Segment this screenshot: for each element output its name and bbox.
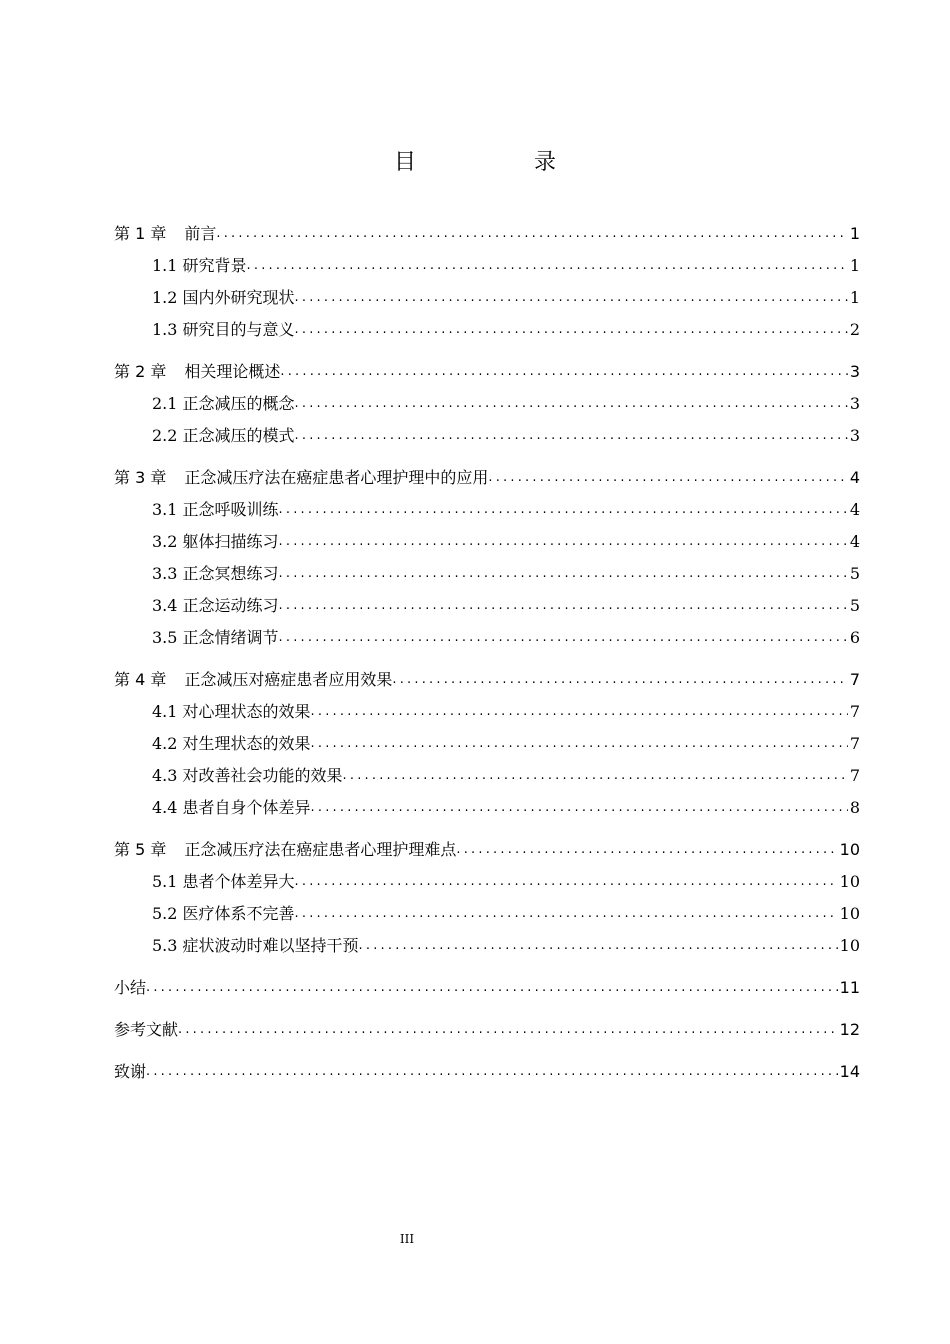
dot-leader bbox=[295, 904, 838, 926]
chapter-number: 第 4 章 bbox=[114, 670, 167, 689]
toc-entry-label bbox=[152, 936, 359, 958]
toc-section-entry[interactable] bbox=[114, 926, 860, 958]
toc-section-entry[interactable] bbox=[114, 586, 860, 618]
toc-page-number: 12 bbox=[839, 1020, 860, 1039]
toc-entry-label bbox=[114, 670, 392, 692]
toc-entry-title: 4.1 对心理状态的效果 bbox=[152, 702, 311, 721]
toc-entry-title: 3.4 正念运动练习 bbox=[152, 596, 279, 615]
toc-entry-label bbox=[152, 564, 279, 586]
toc-entry-title: 2.1 正念减压的概念 bbox=[152, 394, 295, 413]
dot-leader bbox=[311, 798, 848, 820]
page-number-footer: III bbox=[399, 1232, 415, 1246]
dot-leader bbox=[295, 320, 848, 342]
toc-entry-title: 3.3 正念冥想练习 bbox=[152, 564, 279, 583]
toc-section-entry[interactable] bbox=[114, 894, 860, 926]
toc-section-entry[interactable] bbox=[114, 554, 860, 586]
toc-entry-label bbox=[152, 320, 295, 342]
toc-page-number: 11 bbox=[839, 978, 860, 997]
toc-page-number: 14 bbox=[839, 1062, 860, 1081]
page-title: 目 录 bbox=[393, 150, 604, 175]
toc-entry-title: 1.2 国内外研究现状 bbox=[152, 288, 295, 307]
dot-leader bbox=[216, 224, 847, 246]
toc-page-number: 5 bbox=[849, 564, 860, 583]
toc-page-number: 1 bbox=[849, 256, 860, 275]
toc-entry-label bbox=[114, 840, 456, 862]
toc-page-number: 3 bbox=[849, 426, 860, 445]
toc-entry-label bbox=[114, 1020, 178, 1042]
toc-section-entry[interactable] bbox=[114, 490, 860, 522]
dot-leader bbox=[392, 670, 847, 692]
toc-page-number: 8 bbox=[849, 798, 860, 817]
toc-page-number: 7 bbox=[849, 670, 860, 689]
toc-page-number: 5 bbox=[849, 596, 860, 615]
toc-entry-title: 3.2 躯体扫描练习 bbox=[152, 532, 279, 551]
dot-leader bbox=[247, 256, 848, 278]
toc-entry-label bbox=[152, 394, 295, 416]
toc-entry-label bbox=[114, 1062, 146, 1084]
toc-entry-title: 1.1 研究背景 bbox=[152, 256, 247, 275]
dot-leader bbox=[295, 872, 838, 894]
toc-page-number: 10 bbox=[839, 936, 860, 955]
toc-entry-title: 4.4 患者自身个体差异 bbox=[152, 798, 311, 817]
toc-entry-title: 4.3 对改善社会功能的效果 bbox=[152, 766, 343, 785]
chapter-number: 第 5 章 bbox=[114, 840, 167, 859]
toc-entry-label bbox=[114, 468, 488, 490]
toc-entry-title: 5.3 症状波动时难以坚持干预 bbox=[152, 936, 359, 955]
toc-section-entry[interactable] bbox=[114, 522, 860, 554]
dot-leader bbox=[279, 532, 848, 554]
toc-chapter-entry[interactable] bbox=[114, 214, 860, 246]
dot-leader bbox=[456, 840, 837, 862]
toc-entry-title: 相关理论概述 bbox=[184, 362, 281, 381]
dot-leader bbox=[279, 564, 848, 586]
toc-entry-title: 5.2 医疗体系不完善 bbox=[152, 904, 295, 923]
dot-leader bbox=[488, 468, 847, 490]
toc-page-number: 2 bbox=[849, 320, 860, 339]
toc-entry-label bbox=[152, 766, 343, 788]
toc-section-entry[interactable] bbox=[114, 618, 860, 650]
toc-entry-label bbox=[152, 596, 279, 618]
toc-entry-label bbox=[114, 362, 280, 384]
toc-section-entry[interactable] bbox=[114, 788, 860, 820]
toc-chapter-entry[interactable] bbox=[114, 1052, 860, 1084]
toc-entry-label bbox=[152, 288, 295, 310]
toc-entry-title: 2.2 正念减压的模式 bbox=[152, 426, 295, 445]
toc-entry-title: 正念减压疗法在癌症患者心理护理中的应用 bbox=[184, 468, 489, 487]
toc-entry-label bbox=[152, 500, 279, 522]
dot-leader bbox=[295, 288, 848, 310]
toc-section-entry[interactable] bbox=[114, 246, 860, 278]
toc-page-number: 10 bbox=[839, 840, 860, 859]
toc-chapter-entry[interactable] bbox=[114, 660, 860, 692]
toc-entry-title: 正念减压对癌症患者应用效果 bbox=[184, 670, 393, 689]
toc-entry-title: 小结 bbox=[114, 978, 147, 997]
toc-entry-label bbox=[152, 904, 295, 926]
toc-entry-label bbox=[152, 872, 295, 894]
toc-entry-title: 1.3 研究目的与意义 bbox=[152, 320, 295, 339]
toc-entry-label bbox=[152, 532, 279, 554]
dot-leader bbox=[280, 362, 847, 384]
toc-entry-label bbox=[152, 702, 311, 724]
toc-chapter-entry[interactable] bbox=[114, 830, 860, 862]
toc-section-entry[interactable] bbox=[114, 724, 860, 756]
toc-page-number: 7 bbox=[849, 766, 860, 785]
toc-section-entry[interactable] bbox=[114, 862, 860, 894]
toc-entry-label bbox=[114, 224, 216, 246]
dot-leader bbox=[146, 978, 838, 1000]
toc-page-number: 10 bbox=[839, 904, 860, 923]
toc-page-number: 4 bbox=[849, 468, 860, 487]
table-of-contents bbox=[114, 214, 860, 1084]
toc-entry-title: 3.1 正念呼吸训练 bbox=[152, 500, 279, 519]
toc-entry-title: 正念减压疗法在癌症患者心理护理难点 bbox=[184, 840, 457, 859]
dot-leader bbox=[295, 394, 848, 416]
dot-leader bbox=[311, 702, 848, 724]
toc-page-number: 10 bbox=[839, 872, 860, 891]
toc-entry-label bbox=[114, 978, 146, 1000]
chapter-number: 第 3 章 bbox=[114, 468, 167, 487]
dot-leader bbox=[178, 1020, 838, 1042]
toc-entry-label bbox=[152, 798, 311, 820]
chapter-number: 第 2 章 bbox=[114, 362, 167, 381]
toc-page-number: 4 bbox=[849, 500, 860, 519]
toc-entry-label bbox=[152, 426, 295, 448]
toc-page-number: 6 bbox=[849, 628, 860, 647]
toc-page-number: 1 bbox=[849, 224, 860, 243]
toc-entry-title: 前言 bbox=[184, 224, 217, 243]
dot-leader bbox=[279, 596, 848, 618]
toc-page-number: 3 bbox=[849, 362, 860, 381]
toc-section-entry[interactable] bbox=[114, 384, 860, 416]
dot-leader bbox=[311, 734, 848, 756]
toc-chapter-entry[interactable] bbox=[114, 352, 860, 384]
dot-leader bbox=[279, 500, 848, 522]
toc-entry-title: 致谢 bbox=[114, 1062, 147, 1081]
toc-section-entry[interactable] bbox=[114, 756, 860, 788]
dot-leader bbox=[146, 1062, 838, 1084]
dot-leader bbox=[295, 426, 848, 448]
toc-page-number: 3 bbox=[849, 394, 860, 413]
toc-entry-title: 4.2 对生理状态的效果 bbox=[152, 734, 311, 753]
toc-entry-title: 5.1 患者个体差异大 bbox=[152, 872, 295, 891]
dot-leader bbox=[359, 936, 838, 958]
toc-chapter-entry[interactable] bbox=[114, 458, 860, 490]
toc-chapter-entry[interactable] bbox=[114, 1010, 860, 1042]
toc-entry-title: 3.5 正念情绪调节 bbox=[152, 628, 279, 647]
toc-page-number: 1 bbox=[849, 288, 860, 307]
dot-leader bbox=[343, 766, 848, 788]
toc-entry-label bbox=[152, 628, 279, 650]
toc-section-entry[interactable] bbox=[114, 692, 860, 724]
toc-chapter-entry[interactable] bbox=[114, 968, 860, 1000]
toc-section-entry[interactable] bbox=[114, 416, 860, 448]
toc-entry-title: 参考文献 bbox=[114, 1020, 179, 1039]
toc-page-number: 7 bbox=[849, 702, 860, 721]
dot-leader bbox=[279, 628, 848, 650]
toc-page-number: 4 bbox=[849, 532, 860, 551]
toc-entry-label bbox=[152, 256, 247, 278]
toc-page-number: 7 bbox=[849, 734, 860, 753]
toc-section-entry[interactable] bbox=[114, 310, 860, 342]
chapter-number: 第 1 章 bbox=[114, 224, 167, 243]
toc-entry-label bbox=[152, 734, 311, 756]
toc-section-entry[interactable] bbox=[114, 278, 860, 310]
